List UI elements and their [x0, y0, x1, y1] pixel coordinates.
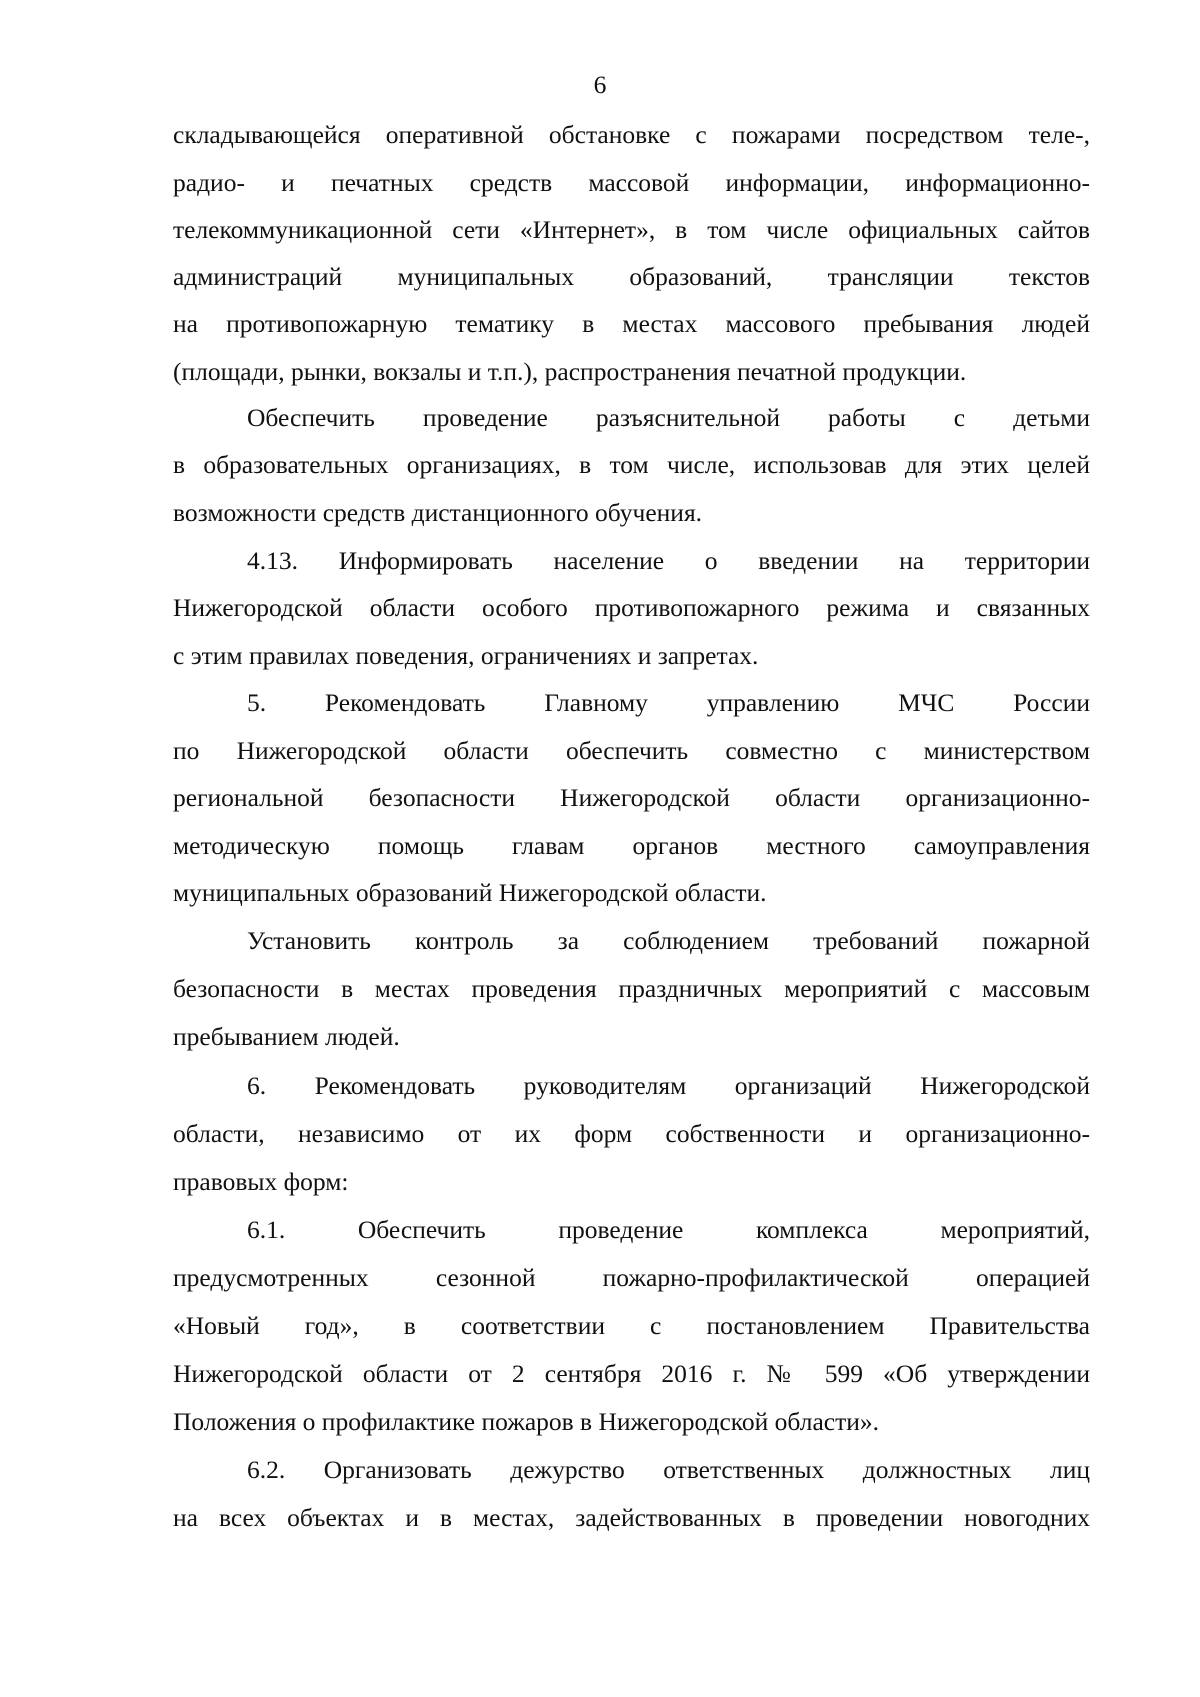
text-line: Нижегородской области от 2 сентября 2016 г. № 599 «Об утверждении — [173, 1359, 1090, 1388]
text-line: (площади, рынки, вокзалы и т.п.), распространения печатной продукции. — [173, 357, 967, 386]
text-line: «Новый год», в соответствии с постановлением Правительства — [173, 1311, 1090, 1340]
text-line: с этим правилах поведения, ограничениях и запретах. — [173, 641, 759, 670]
text-line: 6. Рекомендовать руководителям организаций Нижегородской — [247, 1071, 1090, 1100]
text-line: безопасности в местах проведения праздничных мероприятий с массовым — [173, 974, 1090, 1003]
text-line: пребыванием людей. — [173, 1022, 400, 1051]
text-line: на всех объектах и в местах, задействованных в проведении новогодних — [173, 1503, 1090, 1532]
text-line: региональной безопасности Нижегородской области организационно- — [173, 783, 1090, 812]
text-line: возможности средств дистанционного обучения. — [173, 498, 703, 527]
text-line: по Нижегородской области обеспечить совместно с министерством — [173, 736, 1090, 765]
text-line: 6.1. Обеспечить проведение комплекса мероприятий, — [247, 1215, 1090, 1244]
text-line: в образовательных организациях, в том числе, использовав для этих целей — [173, 450, 1090, 479]
text-line: 4.13. Информировать население о введении на территории — [247, 546, 1090, 575]
text-line: Обеспечить проведение разъяснительной работы с детьми — [247, 403, 1090, 432]
text-line: методическую помощь главам органов местного самоуправления — [173, 831, 1090, 860]
text-line: Установить контроль за соблюдением требований пожарной — [247, 926, 1090, 955]
text-line: 5. Рекомендовать Главному управлению МЧС России — [247, 688, 1090, 717]
text-line: телекоммуникационной сети «Интернет», в том числе официальных сайтов — [173, 215, 1090, 244]
text-line: 6.2. Организовать дежурство ответственных должностных лиц — [247, 1455, 1090, 1484]
text-line: на противопожарную тематику в местах массового пребывания людей — [173, 309, 1090, 338]
text-line: муниципальных образований Нижегородской области. — [173, 878, 767, 907]
text-line: области, независимо от их форм собственности и организационно- — [173, 1119, 1090, 1148]
text-line: радио- и печатных средств массовой информации, информационно- — [173, 168, 1090, 197]
page-number: 6 — [593, 70, 607, 99]
text-line: правовых форм: — [173, 1167, 349, 1196]
text-line: Нижегородской области особого противопожарного режима и связанных — [173, 593, 1090, 622]
text-line: администраций муниципальных образований, трансляции текстов — [173, 262, 1090, 291]
text-line: складывающейся оперативной обстановке с пожарами посредством теле-, — [173, 120, 1090, 149]
text-line: Положения о профилактике пожаров в Нижегородской области». — [173, 1407, 879, 1436]
text-line: предусмотренных сезонной пожарно-профилактической операцией — [173, 1263, 1090, 1292]
